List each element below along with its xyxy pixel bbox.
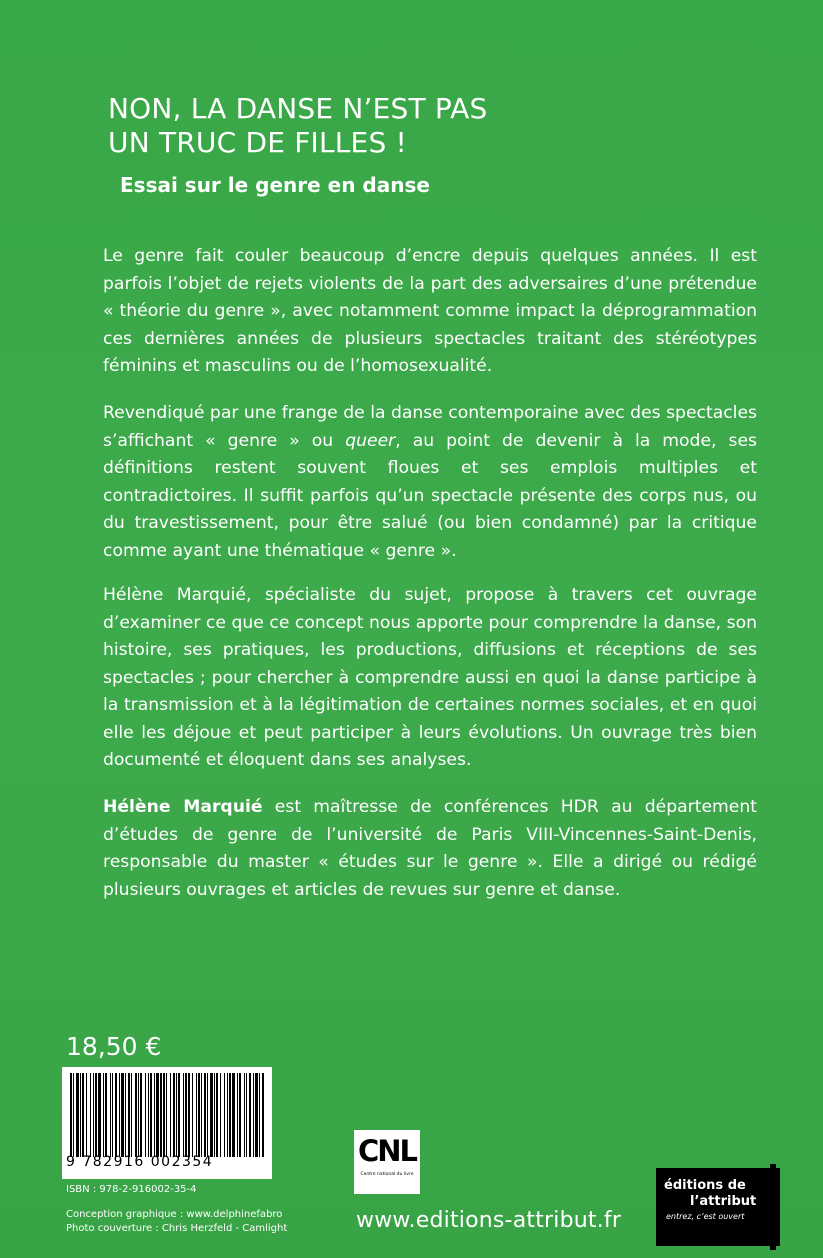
barcode-bar xyxy=(105,1073,107,1157)
publisher-logo-line-1: éditions de xyxy=(664,1178,746,1193)
barcode-bar xyxy=(255,1073,258,1157)
publisher-logo-bar xyxy=(770,1164,776,1250)
paragraph-2-start: Revendiqué par une frange de la danse contemporaine avec des spectacles s’affichant « genre » ou xyxy=(103,403,757,451)
barcode-bar xyxy=(239,1073,241,1157)
barcode-bar xyxy=(244,1073,245,1157)
barcode-bar xyxy=(131,1073,132,1157)
barcode-bar xyxy=(220,1073,221,1157)
queer-term: queer xyxy=(345,430,396,451)
isbn: ISBN : 978-2-916002-35-4 xyxy=(66,1184,197,1195)
paragraph-3: Hélène Marquié, spécialiste du sujet, propose à travers cet ouvrage d’examiner ce que ce concept nous apporte pour comprendre la danse, son histoire, ses pratiques, les productions, diffusions et réceptions de ses spectacles ; pour chercher à comprendre aussi en quoi la danse participe à la transmission et à la légitimation de certaines normes sociales, et en quoi elle les déjoue et peut participer à leurs évolutions. Un ouvrage très bien documenté et éloquent dans ses analyses. xyxy=(103,585,757,770)
book-subtitle: Essai sur le genre en danse xyxy=(120,173,430,197)
barcode-bar xyxy=(86,1073,87,1157)
barcode-bar xyxy=(80,1073,81,1157)
barcode-bar xyxy=(135,1073,137,1157)
barcode-bar xyxy=(98,1073,101,1157)
barcode-bar xyxy=(173,1073,175,1157)
barcode-bar xyxy=(103,1073,104,1157)
barcode-bar xyxy=(249,1073,251,1157)
barcode-bar xyxy=(112,1073,113,1157)
paragraph-2-end: , au point de devenir à la mode, ses définitions restent souvent floues et ses emplois multiples et contradictoires. Il suffit parfois qu’un spectacle présente des corps nus, ou du travestissement, pour être salué (ou bien condamné) par la critique comme ayant une thématique « genre ». xyxy=(103,430,757,561)
paragraph-1: Le genre fait couler beaucoup d’encre depuis quelques années. Il est parfois l’objet de rejets violents de la part des adversaires d’une prétendue « théorie du genre », avec notamment comme impact la déprogrammation ces dernières années de plusieurs spectacles traitant des stéréotypes féminins et masculins ou de l’homosexualité. xyxy=(103,246,757,376)
barcode-bar xyxy=(198,1073,200,1157)
barcode-bar xyxy=(232,1073,235,1157)
barcode-bar xyxy=(229,1073,231,1157)
barcode-bar xyxy=(246,1073,247,1157)
photo-credit: Photo couverture : Chris Herzfeld - Camlight xyxy=(66,1223,288,1234)
barcode-bar xyxy=(145,1073,146,1157)
barcode-bar xyxy=(90,1073,91,1157)
barcode-bar xyxy=(82,1073,84,1157)
publisher-logo-tagline: entrez, c’est ouvert xyxy=(666,1212,745,1221)
barcode-bar xyxy=(176,1073,177,1157)
publisher-website: www.editions-attribut.fr xyxy=(356,1208,622,1233)
publisher-logo-line-2: l’attribut xyxy=(690,1194,757,1209)
design-credit: Conception graphique : www.delphinefabro xyxy=(66,1209,283,1220)
barcode-bar xyxy=(192,1073,193,1157)
barcode-bar xyxy=(93,1073,94,1157)
credits xyxy=(66,1208,287,1236)
barcode-bar xyxy=(115,1073,117,1157)
barcode-bar xyxy=(178,1073,180,1157)
barcode-bar xyxy=(196,1073,197,1157)
barcode-bar xyxy=(95,1073,97,1157)
barcode-bar xyxy=(70,1073,72,1157)
barcode-bar xyxy=(185,1073,187,1157)
barcode-bar xyxy=(204,1073,206,1157)
barcode-bar xyxy=(183,1073,184,1157)
barcode-bar xyxy=(121,1073,124,1157)
barcode-bar xyxy=(76,1073,79,1157)
barcode-bar xyxy=(170,1073,171,1157)
barcode-bar xyxy=(119,1073,120,1157)
barcode-bar xyxy=(148,1073,149,1157)
barcode-bar xyxy=(150,1073,152,1157)
author-bio xyxy=(103,794,757,904)
price: 18,50 € xyxy=(66,1032,162,1061)
publisher-logo xyxy=(656,1168,780,1246)
barcode-bar xyxy=(227,1073,228,1157)
book-title-line-1: NON, LA DANSE N’EST PAS xyxy=(108,92,488,125)
barcode-bar xyxy=(201,1073,202,1157)
barcode xyxy=(62,1067,272,1179)
book-title-line-2: UN TRUC DE FILLES ! xyxy=(108,126,407,159)
barcode-bar xyxy=(214,1073,215,1157)
author-bio-text: est maîtresse de conférences HDR au département d’études de genre de l’université de Paris VIII-Vincennes-Saint-Denis, responsable du master « études sur le genre ». Elle a dirigé ou rédigé plusieurs ouvrages et articles de revues sur genre et danse. xyxy=(103,797,758,900)
barcode-bar xyxy=(259,1073,260,1157)
barcode-bar xyxy=(262,1073,264,1157)
barcode-bar xyxy=(207,1073,208,1157)
barcode-bar xyxy=(128,1073,130,1157)
barcode-bar xyxy=(154,1073,155,1157)
barcode-bar xyxy=(163,1073,165,1157)
book-title xyxy=(108,92,728,160)
barcode-bar xyxy=(73,1073,74,1157)
barcode-bar xyxy=(253,1073,254,1157)
barcode-bar xyxy=(156,1073,159,1157)
barcode-bar xyxy=(140,1073,142,1157)
paragraph-2 xyxy=(103,400,757,565)
barcode-bar xyxy=(188,1073,190,1157)
cnl-logo-subtitle: Centre national du livre xyxy=(360,1172,414,1177)
barcode-bar xyxy=(125,1073,126,1157)
barcode-bar xyxy=(166,1073,167,1157)
barcode-number: 9 782916 002354 xyxy=(66,1154,214,1170)
barcode-bar xyxy=(160,1073,162,1157)
barcode-bar xyxy=(216,1073,218,1157)
cnl-logo xyxy=(354,1130,420,1194)
barcode-bar xyxy=(110,1073,111,1157)
cnl-logo-letters: CNL xyxy=(357,1134,417,1168)
barcode-bars xyxy=(70,1073,264,1157)
barcode-bar xyxy=(237,1073,238,1157)
barcode-bar xyxy=(210,1073,213,1157)
author-name: Hélène Marquié xyxy=(103,797,263,817)
barcode-bar xyxy=(224,1073,225,1157)
barcode-bar xyxy=(138,1073,139,1157)
